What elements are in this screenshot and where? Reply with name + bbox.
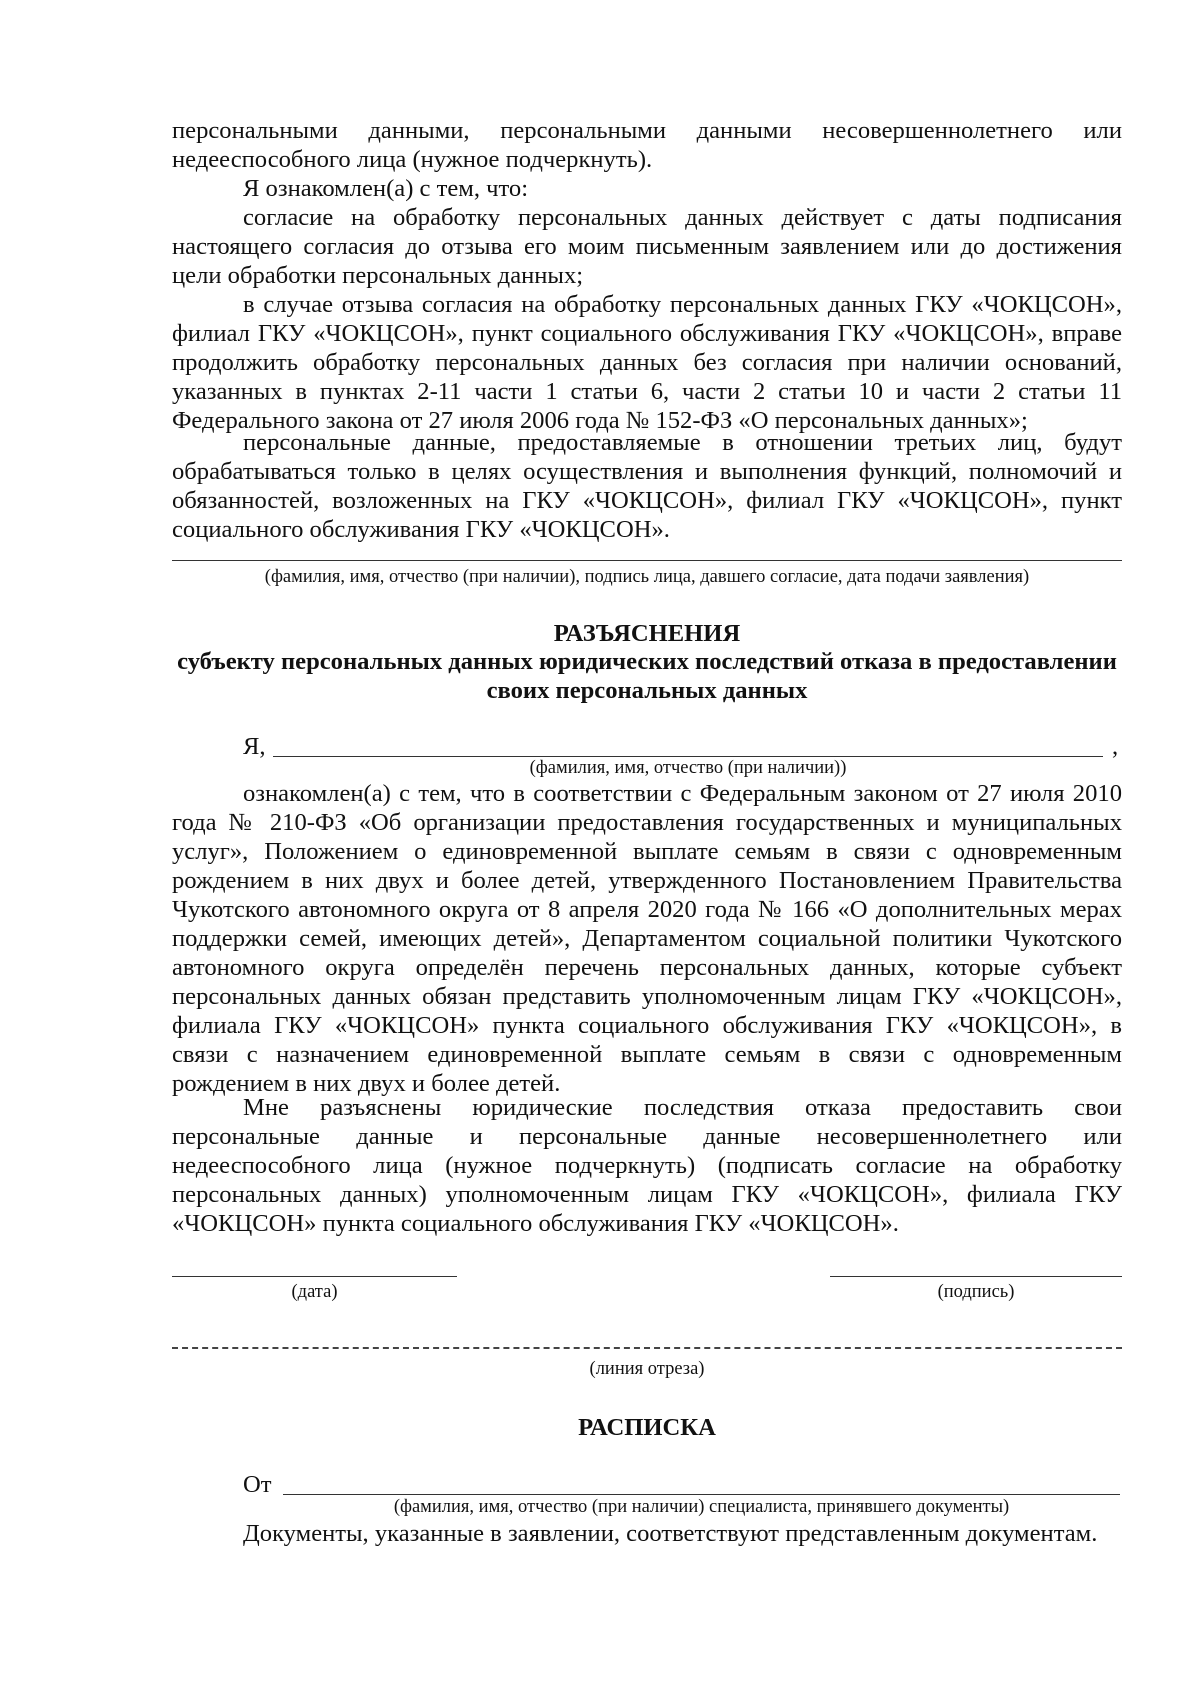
explanation-main-paragraph: ознакомлен(а) с тем, что в соответствии с Федеральным законом от 27 июля 2010 года № 210-ФЗ «Об организации предоставления государственных и муниципальных услуг», Положением о единовременной выплате семьям в связи с одновременным рождением в них двух и более детей, утвержденного Постановлением Правительства Чукотского автономного округа от 8 апреля 2020 года № 166 «О дополнительных мерах поддержки семей, имеющих детей», Департаментом социальной политики Чукотского автономного округа определён перечень персональных данных, которые субъект персональных данных обязан представить уполномоченным лицам ГКУ «ЧОКЦСОН», филиала ГКУ «ЧОКЦСОН» пункта социального обслуживания ГКУ «ЧОКЦСОН», в связи с назначением единовременной выплате семьям в связи с одновременным рождением в них двух и более детей. (172, 780, 1122, 1097)
date-line (172, 1276, 457, 1277)
receipt-from-label: От (243, 1471, 272, 1498)
clause-third-parties: персональные данные, предоставляемые в отношении третьих лиц, будут обрабатываться только в целях осуществления и выполнения функций, полномочий и обязанностей, возложенных на ГКУ «ЧОКЦСОН», филиал ГКУ «ЧОКЦСОН», пункт социального обслуживания ГКУ «ЧОКЦСОН». (172, 429, 1122, 543)
receipt-title: РАСПИСКА (578, 1414, 716, 1441)
explanation-i-label: Я, (243, 733, 266, 760)
clause-withdrawal: в случае отзыва согласия на обработку персональных данных ГКУ «ЧОКЦСОН», филиал ГКУ «ЧОКЦСОН», пункт социального обслуживания ГКУ «ЧОКЦСОН», вправе продолжить обработку персональных данных без согласия при наличии оснований, указанных в пунктах 2-11 части 1 статьи 6, части 2 статьи 10 и части 2 статьи 11 Федерального закона от 27 июля 2006 года № 152-ФЗ «О персональных данных»; (172, 291, 1122, 434)
explanation-title: РАЗЪЯСНЕНИЯ (553, 620, 741, 647)
cut-line (172, 1347, 1122, 1349)
consent-signature-line (172, 560, 1122, 561)
explanation-consequences-paragraph: Мне разъяснены юридические последствия отказа предоставить свои персональные данные и персональные данные несовершеннолетнего или недееспособного лица (нужное подчеркнуть) (подписать согласие на обработку персональных данных) уполномоченным лицам ГКУ «ЧОКЦСОН», филиала ГКУ «ЧОКЦСОН» пункта социального обслуживания ГКУ «ЧОКЦСОН». (172, 1094, 1122, 1237)
explanation-comma: , (1112, 733, 1119, 760)
consent-intro: Я ознакомлен(а) с тем, что: (243, 175, 529, 202)
consent-signature-caption: (фамилия, имя, отчество (при наличии), подпись лица, давшего согласие, дата подачи заявления) (264, 567, 1030, 587)
consent-continuation: персональными данными, персональными данными несовершеннолетнего или недееспособного лица (нужное подчеркнуть). (172, 117, 1122, 173)
explanation-subtitle: субъекту персональных данных юридических последствий отказа в предоставлении своих персональных данных (177, 648, 1117, 704)
clause-validity: согласие на обработку персональных данных действует с даты подписания настоящего согласия до отзыва его моим письменным заявлением или до достижения цели обработки персональных данных; (172, 204, 1122, 289)
receipt-statement: Документы, указанные в заявлении, соответствуют представленным документам. (243, 1520, 1098, 1547)
signature-caption: (подпись) (937, 1282, 1015, 1302)
date-caption: (дата) (291, 1282, 338, 1302)
explanation-name-caption: (фамилия, имя, отчество (при наличии)) (529, 758, 847, 778)
cut-line-caption: (линия отреза) (589, 1359, 705, 1379)
signature-line (830, 1276, 1122, 1277)
receipt-from-line (283, 1494, 1120, 1495)
receipt-from-caption: (фамилия, имя, отчество (при наличии) специалиста, принявшего документы) (393, 1497, 1010, 1517)
